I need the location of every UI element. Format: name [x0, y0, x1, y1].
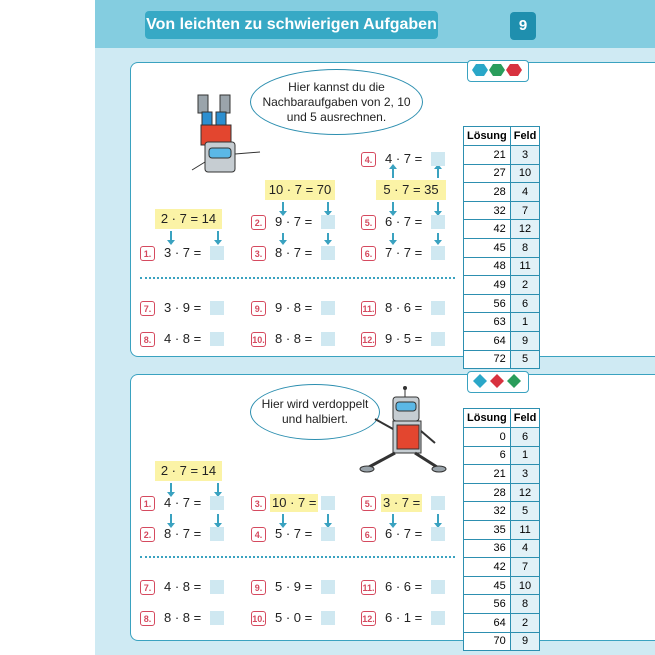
- answer-box[interactable]: [321, 496, 335, 510]
- field-cell: 4: [510, 539, 540, 558]
- answer-box[interactable]: [210, 496, 224, 510]
- task-expression: 4 · 8 =: [164, 331, 202, 346]
- answer-box[interactable]: [321, 301, 335, 315]
- task-number: 7.: [140, 580, 155, 595]
- arrow-down: [392, 202, 394, 212]
- task-expression: 8 · 8 =: [164, 610, 202, 625]
- answer-box[interactable]: [321, 580, 335, 594]
- arrow-down: [392, 514, 394, 524]
- answer-box[interactable]: [210, 580, 224, 594]
- arrow-down: [217, 514, 219, 524]
- solution-cell: 72: [464, 350, 511, 369]
- task-number: 6.: [361, 527, 376, 542]
- arrow-down: [170, 231, 172, 241]
- table-row: [464, 313, 540, 332]
- answer-box[interactable]: [210, 301, 224, 315]
- task-number: 1.: [140, 496, 155, 511]
- solution-cell: 56: [464, 294, 511, 313]
- dotted-divider: [140, 556, 455, 558]
- page-margin: [0, 0, 95, 655]
- task-expression: 4 · 7 =: [164, 495, 202, 510]
- field-cell: 9: [510, 331, 540, 350]
- field-cell: 4: [510, 183, 540, 202]
- table-row: [464, 446, 540, 465]
- arrow-down: [217, 483, 219, 493]
- task-number: 3.: [251, 496, 266, 511]
- task-expression: 3 · 7 =: [383, 495, 421, 510]
- task-number: 4.: [361, 152, 376, 167]
- task-number: 8.: [140, 611, 155, 626]
- solution-cell: 56: [464, 595, 511, 614]
- task-expression: 8 · 7 =: [275, 245, 313, 260]
- task-expression: 3 · 7 =: [164, 245, 202, 260]
- answer-box[interactable]: [431, 246, 445, 260]
- column-header: Lösung: [464, 127, 511, 146]
- field-cell: 10: [510, 576, 540, 595]
- arrow-down: [437, 233, 439, 241]
- page-title: Von leichten zu schwierigen Aufgaben: [145, 11, 438, 39]
- solution-cell: 42: [464, 558, 511, 577]
- table-row: [464, 146, 540, 165]
- arrow-down: [170, 483, 172, 493]
- task-expression: 6 · 7 =: [385, 526, 423, 541]
- answer-box[interactable]: [431, 496, 445, 510]
- arrow-down: [392, 233, 394, 241]
- table-row: [464, 595, 540, 614]
- field-cell: 8: [510, 238, 540, 257]
- helper-fact: 2 · 7 = 14: [155, 461, 222, 481]
- answer-box[interactable]: [431, 332, 445, 346]
- task-expression: 8 · 8 =: [275, 331, 313, 346]
- answer-box[interactable]: [431, 215, 445, 229]
- task-expression: 8 · 7 =: [164, 526, 202, 541]
- task-expression: 6 · 7 =: [385, 214, 423, 229]
- field-cell: 5: [510, 502, 540, 521]
- table-row: [464, 428, 540, 447]
- solution-cell: 42: [464, 220, 511, 239]
- table-row: [464, 632, 540, 651]
- field-cell: 11: [510, 257, 540, 276]
- task-number: 11.: [361, 580, 376, 595]
- answer-box[interactable]: [321, 611, 335, 625]
- field-cell: 3: [510, 465, 540, 484]
- table-row: [464, 164, 540, 183]
- table-row: [464, 558, 540, 577]
- task-expression: 7 · 7 =: [385, 245, 423, 260]
- answer-box[interactable]: [431, 152, 445, 166]
- answer-box[interactable]: [431, 580, 445, 594]
- answer-box[interactable]: [210, 332, 224, 346]
- field-cell: 8: [510, 595, 540, 614]
- table-row: [464, 350, 540, 369]
- answer-box[interactable]: [210, 246, 224, 260]
- task-expression: 4 · 8 =: [164, 579, 202, 594]
- table-row: [464, 502, 540, 521]
- table-row: [464, 257, 540, 276]
- field-cell: 12: [510, 220, 540, 239]
- table-row: [464, 238, 540, 257]
- table-row: [464, 483, 540, 502]
- solution-cell: 48: [464, 257, 511, 276]
- arrow-down: [282, 202, 284, 212]
- column-header: Lösung: [464, 409, 511, 428]
- solution-cell: 32: [464, 502, 511, 521]
- task-expression: 6 · 6 =: [385, 579, 423, 594]
- column-header: Feld: [510, 127, 540, 146]
- table-row: [464, 294, 540, 313]
- helper-fact: 2 · 7 = 14: [155, 209, 222, 229]
- speech-bubble-2: Hier wird verdoppelt und halbiert.: [250, 384, 380, 440]
- helper-fact: 5 · 7 = 35: [376, 180, 446, 200]
- table-row: [464, 276, 540, 295]
- solution-cell: 49: [464, 276, 511, 295]
- page-number: 9: [510, 12, 536, 40]
- solution-cell: 64: [464, 613, 511, 632]
- task-number: 10.: [251, 611, 266, 626]
- solution-cell: 28: [464, 183, 511, 202]
- field-cell: 2: [510, 276, 540, 295]
- table-row: [464, 539, 540, 558]
- task-expression: 8 · 6 =: [385, 300, 423, 315]
- arrow-down: [282, 514, 284, 524]
- answer-box[interactable]: [321, 527, 335, 541]
- table-row: [464, 576, 540, 595]
- arrow-up: [437, 168, 439, 178]
- arrow-down: [217, 231, 219, 241]
- solution-cell: 35: [464, 520, 511, 539]
- column-header: Feld: [510, 409, 540, 428]
- table-row: [464, 465, 540, 484]
- field-cell: 6: [510, 294, 540, 313]
- task-number: 9.: [251, 301, 266, 316]
- solution-cell: 70: [464, 632, 511, 651]
- robot-sitting-illustration: [355, 385, 450, 480]
- field-cell: 2: [510, 613, 540, 632]
- task-number: 2.: [140, 527, 155, 542]
- task-expression: 6 · 1 =: [385, 610, 423, 625]
- answer-box[interactable]: [321, 332, 335, 346]
- field-cell: 5: [510, 350, 540, 369]
- task-expression: 9 · 7 =: [275, 214, 313, 229]
- answer-box[interactable]: [210, 527, 224, 541]
- task-expression: 5 · 9 =: [275, 579, 313, 594]
- arrow-up: [392, 168, 394, 178]
- field-cell: 1: [510, 313, 540, 332]
- task-expression: 5 · 0 =: [275, 610, 313, 625]
- answer-box[interactable]: [431, 527, 445, 541]
- field-cell: 11: [510, 520, 540, 539]
- task-number: 1.: [140, 246, 155, 261]
- solution-cell: 45: [464, 238, 511, 257]
- task-expression: 4 · 7 =: [385, 151, 423, 166]
- answer-box[interactable]: [431, 611, 445, 625]
- task-number: 8.: [140, 332, 155, 347]
- solution-cell: 45: [464, 576, 511, 595]
- field-cell: 7: [510, 201, 540, 220]
- field-cell: 3: [510, 146, 540, 165]
- solution-cell: 27: [464, 164, 511, 183]
- task-expression: 3 · 9 =: [164, 300, 202, 315]
- solution-cell: 21: [464, 146, 511, 165]
- table-row: [464, 331, 540, 350]
- task-number: 11.: [361, 301, 376, 316]
- task-number: 2.: [251, 215, 266, 230]
- task-number: 4.: [251, 527, 266, 542]
- table-row: [464, 613, 540, 632]
- solution-cell: 28: [464, 483, 511, 502]
- task-number: 6.: [361, 246, 376, 261]
- diamond-badge-icon: [467, 371, 529, 393]
- task-number: 5.: [361, 496, 376, 511]
- table-row: [464, 183, 540, 202]
- arrow-down: [170, 514, 172, 524]
- arrow-down: [437, 202, 439, 212]
- solution-table-1: [463, 126, 540, 369]
- task-number: 7.: [140, 301, 155, 316]
- arrow-down: [327, 514, 329, 524]
- task-expression: 5 · 7 =: [275, 526, 313, 541]
- field-cell: 6: [510, 428, 540, 447]
- arrow-down: [327, 202, 329, 212]
- solution-cell: 0: [464, 428, 511, 447]
- task-expression: 9 · 8 =: [275, 300, 313, 315]
- task-number: 10.: [251, 332, 266, 347]
- table-row: [464, 520, 540, 539]
- arrow-down: [327, 233, 329, 241]
- speech-bubble-1: Hier kannst du die Nachbaraufgaben von 2, 10 und 5 ausrechnen.: [250, 69, 423, 135]
- solution-cell: 32: [464, 201, 511, 220]
- solution-cell: 64: [464, 331, 511, 350]
- hexagon-badge-icon: [467, 60, 529, 82]
- solution-cell: 6: [464, 446, 511, 465]
- field-cell: 10: [510, 164, 540, 183]
- task-number: 9.: [251, 580, 266, 595]
- table-row: [464, 201, 540, 220]
- field-cell: 9: [510, 632, 540, 651]
- arrow-down: [282, 233, 284, 241]
- solution-cell: 21: [464, 465, 511, 484]
- task-number: 3.: [251, 246, 266, 261]
- helper-fact: 10 · 7 = 70: [265, 180, 335, 200]
- answer-box[interactable]: [321, 246, 335, 260]
- table-row: [464, 220, 540, 239]
- answer-box[interactable]: [210, 611, 224, 625]
- task-expression: 9 · 5 =: [385, 331, 423, 346]
- solution-cell: 36: [464, 539, 511, 558]
- field-cell: 7: [510, 558, 540, 577]
- task-number: 12.: [361, 332, 376, 347]
- task-expression: 10 · 7 =: [272, 495, 317, 510]
- arrow-down: [437, 514, 439, 524]
- field-cell: 12: [510, 483, 540, 502]
- dotted-divider: [140, 277, 455, 279]
- field-cell: 1: [510, 446, 540, 465]
- task-number: 5.: [361, 215, 376, 230]
- answer-box[interactable]: [431, 301, 445, 315]
- solution-table-2: [463, 408, 540, 651]
- solution-cell: 63: [464, 313, 511, 332]
- answer-box[interactable]: [321, 215, 335, 229]
- task-number: 12.: [361, 611, 376, 626]
